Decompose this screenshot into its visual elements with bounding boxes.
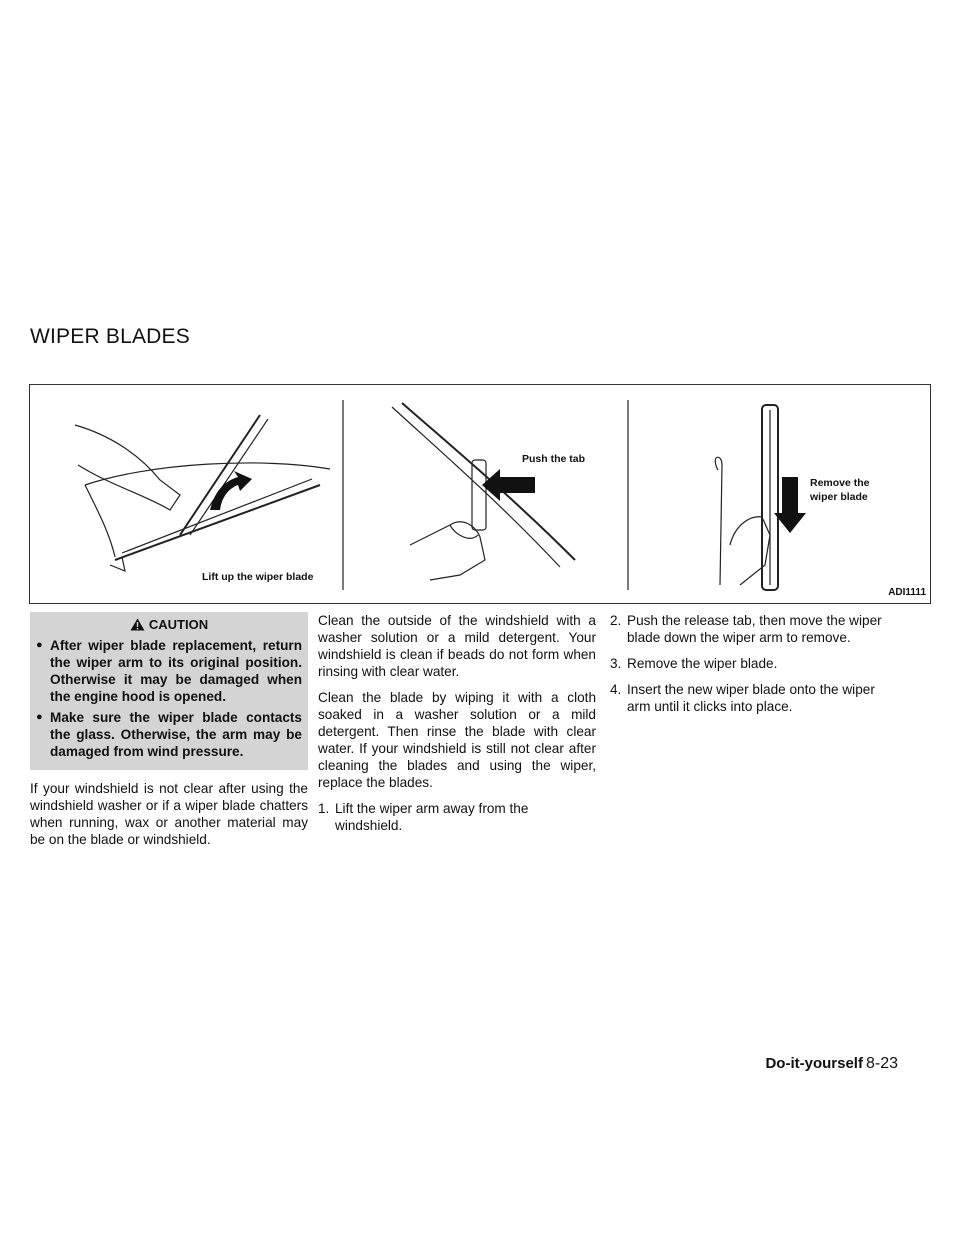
step-number: 2. [610, 613, 622, 628]
footer-section: Do-it-yourself [765, 1055, 863, 1072]
label-lift-up: Lift up the wiper blade [202, 571, 314, 583]
steps-list-part1 [318, 800, 596, 834]
cleaning-paragraph-2: Clean the blade by wiping it with a cloth soaked in a washer solution or a mild detergent. Then rinse the blade with clear water. If your windshield is still not clear after cleaning the blades and using the wiper, replace the blades. [318, 690, 596, 790]
page-footer [765, 1055, 898, 1073]
wiper-illustration [29, 384, 931, 604]
step-item [610, 681, 888, 715]
bullet-marker-icon: ● [36, 711, 43, 723]
step-text: Push the release tab, then move the wiper blade down the wiper arm to remove. [627, 613, 882, 645]
caution-item [36, 709, 302, 760]
hand-2 [410, 522, 485, 580]
wiper-arm-3 [715, 457, 722, 585]
cleaning-paragraph-1: Clean the outside of the windshield with a washer solution or a mild detergent. Your windshield is clean if beads do not form when rinsing with clear water. [318, 613, 596, 679]
column-1 [30, 612, 308, 857]
step-text: Lift the wiper arm away from the windshield. [335, 801, 529, 833]
label-remove-line1: Remove the [810, 477, 870, 489]
step-number: 1. [318, 801, 330, 816]
caution-box [30, 612, 308, 770]
label-push-tab: Push the tab [522, 453, 586, 465]
step-item [318, 800, 596, 834]
hand-3 [730, 517, 770, 585]
hood-outline [85, 463, 330, 485]
caution-item [36, 637, 302, 705]
caution-heading-text: CAUTION [148, 617, 209, 632]
page-number: 8-23 [865, 1055, 898, 1072]
figure-code: ADI1111 [888, 587, 926, 598]
column-3 [610, 612, 888, 724]
caution-item-text: Make sure the wiper blade contacts the glass. Otherwise, the arm may be damaged from wind pressure. [50, 710, 302, 759]
lift-arrow-icon [210, 471, 252, 510]
step-number: 3. [610, 656, 622, 671]
step-item [610, 612, 888, 646]
step-number: 4. [610, 682, 622, 697]
warning-triangle-icon [130, 618, 145, 631]
caution-item-text: After wiper blade replacement, return the wiper arm to its original position. Otherwise it may be damaged when the engine hood is opened. [50, 638, 302, 704]
wiper-blade-1 [180, 415, 260, 535]
wiper-illustration-drawing [30, 385, 932, 605]
section-title: WIPER BLADES [30, 325, 190, 348]
steps-list-part2 [610, 612, 888, 715]
label-remove-line2: wiper blade [810, 491, 868, 503]
column-2 [318, 612, 596, 843]
caution-list [36, 637, 302, 760]
intro-paragraph: If your windshield is not clear after using the windshield washer or if a wiper blade chatters when running, wax or another material may be on the blade or windshield. [30, 781, 308, 847]
step-item [610, 655, 888, 672]
bullet-marker-icon: ● [36, 639, 43, 651]
step-text: Insert the new wiper blade onto the wiper arm until it clicks into place. [627, 682, 875, 714]
caution-heading [36, 616, 302, 633]
step-text: Remove the wiper blade. [627, 656, 778, 671]
